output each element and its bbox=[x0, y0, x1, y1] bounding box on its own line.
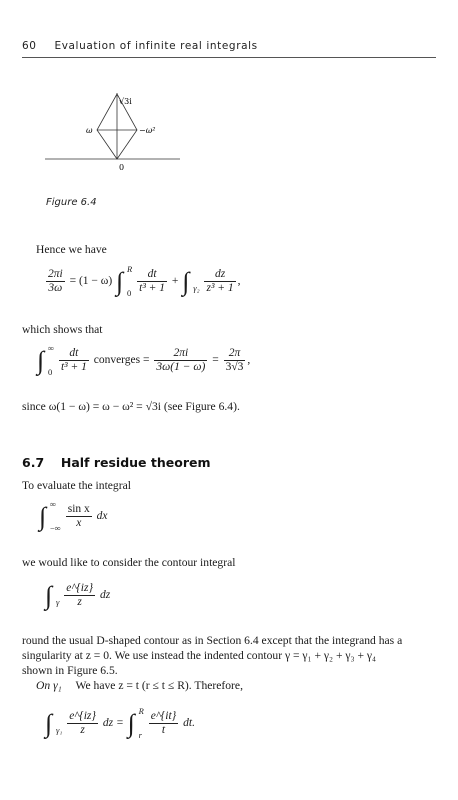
text-line: singularity at z = 0. We use instead the indented contour γ = γ₁ + γ₂ + γ₃ + γ₄ bbox=[22, 649, 377, 662]
integral-sign: ∫ bbox=[127, 708, 135, 738]
label-minus-omega-sq: −ω² bbox=[139, 126, 156, 135]
eq1-eq: = (1 − ω) bbox=[69, 275, 113, 288]
figure-6-4-diagram bbox=[40, 88, 185, 178]
integral-sign: ∫ bbox=[39, 501, 47, 531]
text-to-evaluate: To evaluate the integral bbox=[22, 479, 131, 492]
section-number: 6.7 bbox=[22, 455, 45, 470]
page-number: 60 bbox=[22, 40, 37, 52]
text-we-would: we would like to consider the contour integral bbox=[22, 556, 236, 569]
text-which-shows: which shows that bbox=[22, 323, 103, 336]
section-title: Half residue theorem bbox=[60, 455, 211, 470]
on-gamma1-label: On γ₁ bbox=[36, 679, 62, 692]
text-line bbox=[22, 678, 442, 693]
integral-sign: ∫ bbox=[182, 266, 190, 296]
integral-sign: ∫ bbox=[116, 266, 124, 296]
section-heading bbox=[22, 455, 211, 470]
integral-sign: ∫ bbox=[37, 345, 45, 375]
text-line: round the usual D-shaped contour as in Section 6.4 except that the integrand has a bbox=[22, 634, 403, 647]
header-rule bbox=[22, 57, 436, 58]
equation-4: ∫ γ $\frac{e\^{}\{iz\}}{z}$ dz bbox=[45, 580, 111, 610]
text-since: since ω(1 − ω) = ω − ω² = √3i (see Figure 6.4). bbox=[22, 400, 240, 413]
figure-caption: Figure 6.4 bbox=[46, 197, 97, 208]
equation-1: $\frac{2\pi i}{3\omega}$ = (1 − ω) ∫ R 0 $\frac{dt}{\text{t³ + 1}}$ + ∫ γ₂ $\frac{dz}{\text{z³ + 1}}$ , bbox=[48, 263, 241, 298]
on-gamma1-text: We have z = t (r ≤ t ≤ R). Therefore, bbox=[75, 679, 243, 692]
eq1-lhs: $\frac{2\pi i}{3\omega}$ bbox=[48, 268, 63, 294]
label-sqrt3i: √3i bbox=[119, 97, 132, 106]
integral-sign: ∫ bbox=[45, 708, 53, 738]
text-hence: Hence we have bbox=[36, 243, 107, 256]
eq1-frac1: $\frac{dt}{\text{t³ + 1}}$ bbox=[139, 268, 166, 294]
paragraph-round bbox=[22, 633, 442, 693]
equation-5: ∫ γ₁ $\frac{e\^{}\{iz\}}{z}$ dz = ∫ R r $\frac{e\^{}\{it\}}{t}$ dt. bbox=[45, 705, 195, 740]
running-title: Evaluation of infinite real integrals bbox=[54, 40, 258, 52]
equation-3: ∫ ∞ −∞ $\frac{\text{sin x}}{x}$ dx bbox=[39, 498, 108, 533]
label-omega: ω bbox=[86, 126, 93, 135]
eq1-frac2: $\frac{dz}{\text{z³ + 1}}$ bbox=[206, 268, 234, 294]
label-origin: 0 bbox=[119, 163, 125, 172]
running-header bbox=[22, 40, 258, 52]
integral-sign: ∫ bbox=[45, 580, 53, 610]
equation-2: ∫ ∞ 0 $\frac{dt}{\text{t³ + 1}}$ converges = $\frac{2\pi i}{3\omega(1 - \omega)}$ = $\frac{2\pi}{3√3}$ , bbox=[37, 342, 251, 377]
text-line: shown in Figure 6.5. bbox=[22, 664, 118, 677]
